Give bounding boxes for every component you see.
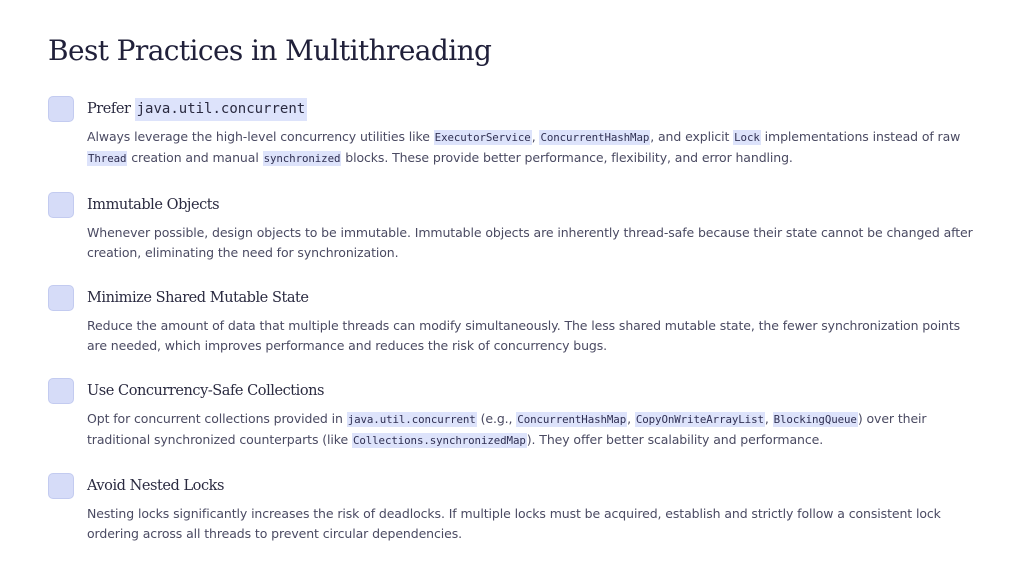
item-description: Reduce the amount of data that multiple threads can modify simultaneously. The less shared mutable state, the fewer synchronization points are needed, which improves performance and reduces the risk of concurrency bugs. <box>87 318 961 353</box>
item-heading: Avoid Nested Locks <box>87 478 224 494</box>
inline-code: ExecutorService <box>434 131 531 144</box>
inline-code: CopyOnWriteArrayList <box>635 413 764 426</box>
inline-code: java.util.concurrent <box>135 98 308 121</box>
item-description: Nesting locks significantly increases the risk of deadlocks. If multiple locks must be acquired, establish and strictly follow a consistent lock ordering across all threads to prevent circular dependencies. <box>87 506 941 541</box>
item-description: Always leverage the high-level concurrency utilities like ExecutorService, ConcurrentHashMap, and explicit Lock implementations instead of raw Thread creation and manual synchronized blocks. These provide better performance, flexibility, and error handling. <box>87 129 961 165</box>
item-heading: Prefer java.util.concurrent <box>87 99 307 119</box>
item-heading: Use Concurrency-Safe Collections <box>87 383 324 399</box>
inline-code: ConcurrentHashMap <box>540 131 650 144</box>
item-description: Whenever possible, design objects to be immutable. Immutable objects are inherently thread-safe because their state cannot be changed after creation, eliminating the need for synchronization. <box>87 225 973 260</box>
item-checkbox[interactable] <box>48 96 74 122</box>
item-checkbox[interactable] <box>48 192 74 218</box>
inline-code: java.util.concurrent <box>347 413 476 426</box>
item-heading: Minimize Shared Mutable State <box>87 290 309 306</box>
inline-code: BlockingQueue <box>773 413 857 426</box>
item-heading: Immutable Objects <box>87 197 220 213</box>
inline-code: Thread <box>88 151 127 165</box>
slide-title: Best Practices in Multithreading <box>48 34 492 67</box>
inline-code: Lock <box>734 131 760 144</box>
item-checkbox[interactable] <box>48 473 74 499</box>
item-checkbox[interactable] <box>48 285 74 311</box>
inline-code: ConcurrentHashMap <box>517 413 627 426</box>
item-checkbox[interactable] <box>48 378 74 404</box>
inline-code: Collections.synchronizedMap <box>352 433 526 447</box>
item-description: Opt for concurrent collections provided in java.util.concurrent (e.g., ConcurrentHashMap, CopyOnWriteArrayList, BlockingQueue) over their traditional synchronized counterparts (like Collections.synchronizedMap). They offer better scalability and performance. <box>87 411 927 447</box>
inline-code: synchronized <box>263 151 341 165</box>
